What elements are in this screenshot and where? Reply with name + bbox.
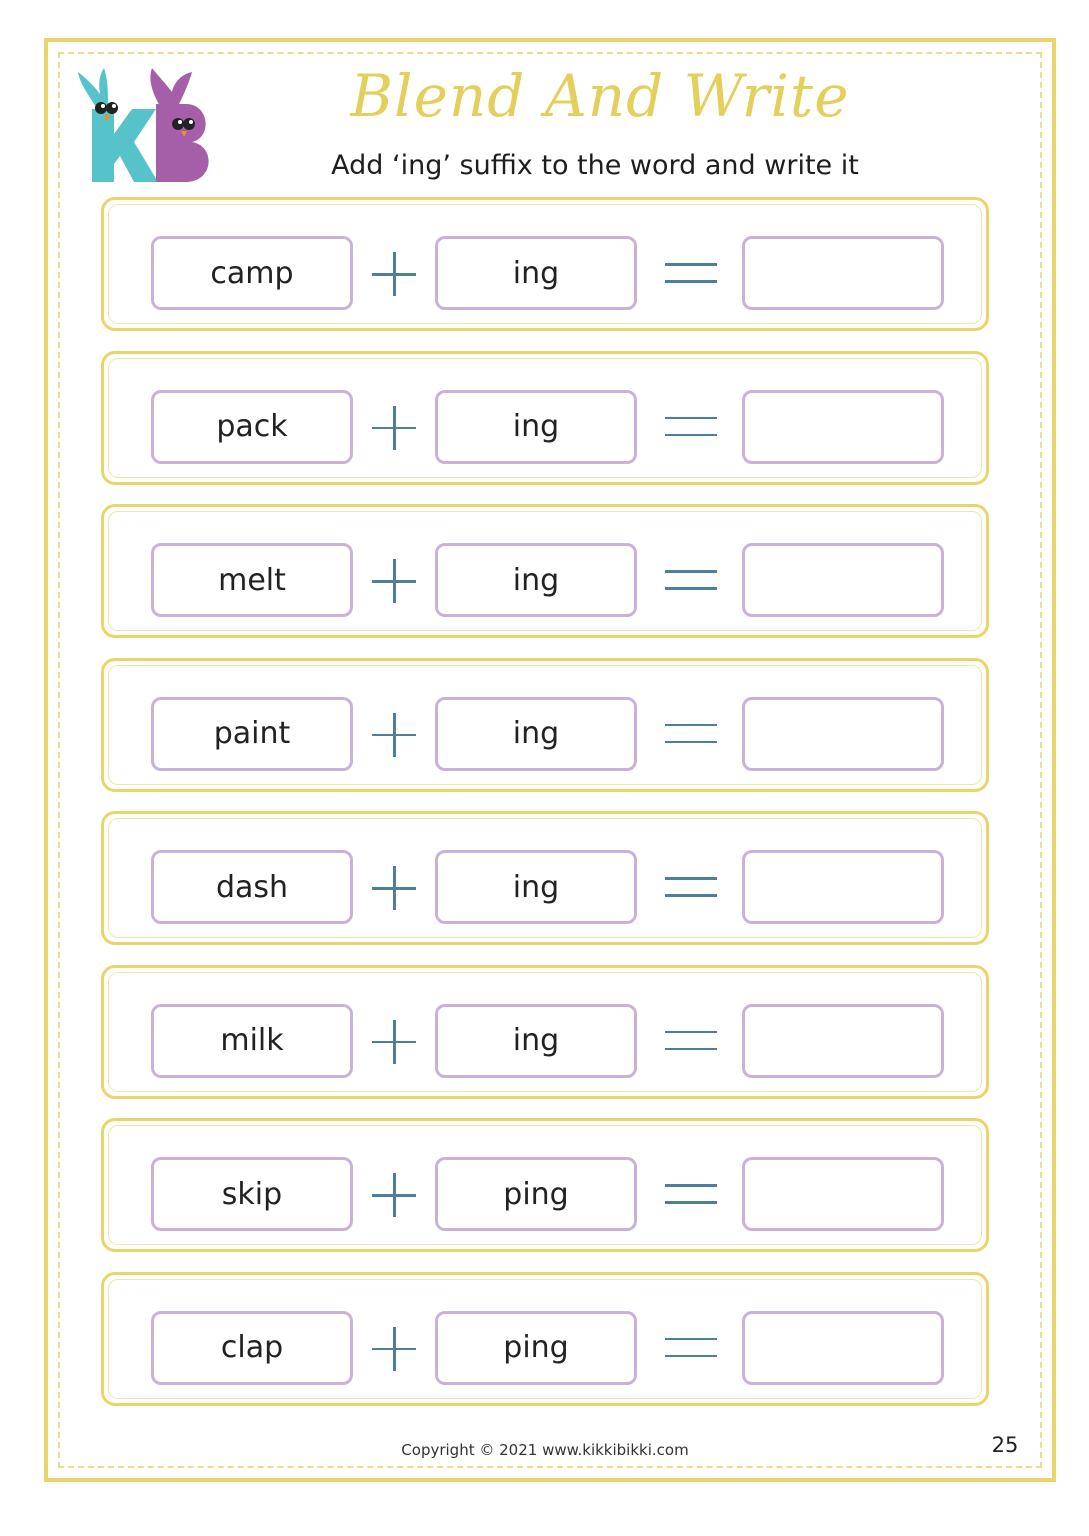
base-word-box: skip (151, 1157, 353, 1231)
exercise-row (101, 965, 989, 1099)
exercise-row (101, 1118, 989, 1252)
plus-icon (372, 1020, 416, 1064)
base-word-box: milk (151, 1004, 353, 1078)
suffix-box: ing (435, 1004, 637, 1078)
exercise-row (101, 504, 989, 638)
suffix-box: ing (435, 236, 637, 310)
suffix-box: ing (435, 850, 637, 924)
answer-box[interactable] (742, 850, 944, 924)
equals-icon (665, 567, 717, 593)
exercise-row (101, 811, 989, 945)
base-word-box: paint (151, 697, 353, 771)
answer-box[interactable] (742, 1004, 944, 1078)
page-number: 25 (991, 1433, 1019, 1457)
kb-birds-logo-icon (74, 64, 224, 189)
equals-icon (665, 1028, 717, 1054)
equals-icon (665, 874, 717, 900)
plus-icon (372, 252, 416, 296)
exercise-list (101, 197, 989, 1425)
answer-box[interactable] (742, 697, 944, 771)
plus-icon (372, 1327, 416, 1371)
plus-icon (372, 866, 416, 910)
answer-box[interactable] (742, 543, 944, 617)
base-word-box: melt (151, 543, 353, 617)
copyright-notice: Copyright © 2021 www.kikkibikki.com (401, 1441, 689, 1459)
instructions: Add ‘ing’ suffix to the word and write it (331, 150, 859, 181)
suffix-box: ping (435, 1311, 637, 1385)
exercise-row (101, 351, 989, 485)
base-word-box: camp (151, 236, 353, 310)
plus-icon (372, 713, 416, 757)
equals-icon (665, 414, 717, 440)
answer-box[interactable] (742, 1157, 944, 1231)
exercise-row (101, 197, 989, 331)
suffix-box: ing (435, 390, 637, 464)
exercise-row (101, 1272, 989, 1406)
exercise-row (101, 658, 989, 792)
plus-icon (372, 1173, 416, 1217)
base-word-box: clap (151, 1311, 353, 1385)
answer-box[interactable] (742, 390, 944, 464)
equals-icon (665, 1335, 717, 1361)
answer-box[interactable] (742, 236, 944, 310)
base-word-box: dash (151, 850, 353, 924)
page-title: Blend And Write (350, 62, 850, 130)
base-word-box: pack (151, 390, 353, 464)
answer-box[interactable] (742, 1311, 944, 1385)
suffix-box: ping (435, 1157, 637, 1231)
equals-icon (665, 260, 717, 286)
suffix-box: ing (435, 543, 637, 617)
equals-icon (665, 721, 717, 747)
suffix-box: ing (435, 697, 637, 771)
equals-icon (665, 1181, 717, 1207)
plus-icon (372, 406, 416, 450)
plus-icon (372, 559, 416, 603)
